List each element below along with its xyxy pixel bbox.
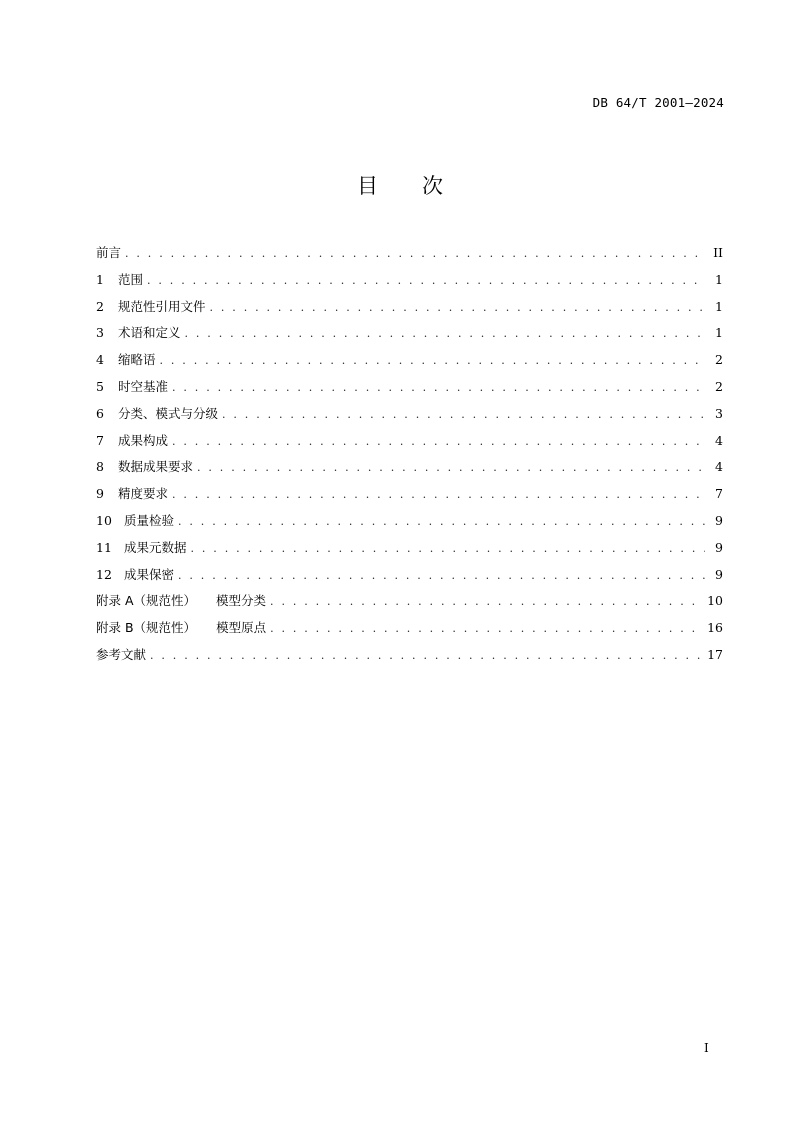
toc-entry-text: 数据成果要求 <box>118 459 194 475</box>
toc-entry-label <box>96 374 168 401</box>
toc-entry-text: 成果构成 <box>118 432 169 448</box>
toc-entry[interactable] <box>96 294 723 321</box>
toc-entry[interactable] <box>96 347 723 374</box>
toc-title-char-1: 目 <box>357 174 378 198</box>
toc-entry-text: 时空基准 <box>118 378 169 394</box>
toc-entry-page: 9 <box>715 566 723 582</box>
standard-code: DB 64/T 2001—2024 <box>592 95 724 110</box>
toc-entry-page: 17 <box>707 646 723 662</box>
toc-entry-label <box>96 320 181 347</box>
toc-entry-page: 7 <box>715 486 723 502</box>
toc-entry-number: 7 <box>96 432 104 448</box>
toc-entry[interactable] <box>96 642 723 669</box>
toc-entry-text: 质量检验 <box>124 512 175 528</box>
toc-entry[interactable] <box>96 481 723 508</box>
toc-entry-page: 3 <box>715 405 723 421</box>
toc-entry-number: 6 <box>96 405 104 421</box>
toc-entry-label <box>96 588 266 615</box>
toc-entry-page: 9 <box>715 539 723 555</box>
toc-leader-dots <box>191 536 705 563</box>
toc-entry-number: 4 <box>96 352 104 368</box>
toc-entry-number: 3 <box>96 325 104 341</box>
toc-entry-page: 1 <box>715 298 723 314</box>
toc-entry-number: 9 <box>96 486 104 502</box>
toc-entry-page: 1 <box>715 271 723 287</box>
toc-entry-text: 分类、模式与分级 <box>118 405 219 421</box>
toc-entry[interactable] <box>96 240 723 267</box>
toc-entry-label <box>96 454 193 481</box>
toc-entry[interactable] <box>96 588 723 615</box>
toc-entry[interactable] <box>96 615 723 642</box>
toc-entry-text: 精度要求 <box>118 486 169 502</box>
toc-entry[interactable] <box>96 267 723 294</box>
toc-entry-label <box>96 562 174 589</box>
toc-leader-dots <box>270 616 703 643</box>
toc-leader-dots <box>185 321 705 348</box>
toc-entry-number: 12 <box>96 566 112 582</box>
toc-entry-label <box>96 642 146 669</box>
toc-entry-label <box>96 347 156 374</box>
toc-entry-number: 11 <box>96 539 112 555</box>
toc-entry[interactable] <box>96 374 723 401</box>
toc-entry-number: 1 <box>96 271 104 287</box>
toc-entry[interactable] <box>96 454 723 481</box>
toc-entry-page: 1 <box>715 325 723 341</box>
toc-entry-page: 4 <box>715 432 723 448</box>
toc-entry-text: 模型原点 <box>216 620 267 636</box>
toc-entry[interactable] <box>96 508 723 535</box>
toc-entry[interactable] <box>96 401 723 428</box>
toc-entry-label <box>96 267 143 294</box>
toc-entry-number: 10 <box>96 512 112 528</box>
toc-leader-dots <box>172 429 705 456</box>
toc-entry-label <box>96 481 168 508</box>
toc-entry-text: 前言 <box>96 245 122 260</box>
toc-entry-text: 参考文献 <box>96 646 147 662</box>
toc-entry-label <box>96 428 168 455</box>
toc-leader-dots <box>197 455 705 482</box>
page-number: I <box>704 1041 709 1055</box>
toc-entry-page: 9 <box>715 512 723 528</box>
toc-leader-dots <box>178 563 705 590</box>
toc-leader-dots <box>270 589 703 616</box>
toc-leader-dots <box>178 509 705 536</box>
toc-entry[interactable] <box>96 428 723 455</box>
toc-entry-page: 10 <box>707 593 723 609</box>
toc-entry[interactable] <box>96 320 723 347</box>
toc-entry-text: 术语和定义 <box>118 325 181 341</box>
toc-appendix-prefix: 附录 B（规范性） <box>96 620 197 636</box>
toc-entry-page: 16 <box>707 620 723 636</box>
toc-leader-dots <box>172 375 705 402</box>
toc-entry-text: 成果保密 <box>124 566 175 582</box>
toc-entry-page: 4 <box>715 459 723 475</box>
toc-entry-number: 5 <box>96 378 104 394</box>
toc-entry-label <box>96 401 218 428</box>
toc-entry-text: 缩略语 <box>118 352 156 368</box>
toc-entry-label <box>96 508 174 535</box>
toc-leader-dots <box>222 402 705 429</box>
toc-entry-label <box>96 240 121 267</box>
toc-entry-label <box>96 294 206 321</box>
table-of-contents <box>96 240 723 669</box>
toc-leader-dots <box>150 643 703 670</box>
toc-entry-page: II <box>713 245 723 260</box>
toc-appendix-prefix: 附录 A（规范性） <box>96 593 197 609</box>
toc-leader-dots <box>160 348 705 375</box>
toc-leader-dots <box>172 482 705 509</box>
toc-leader-dots <box>147 268 705 295</box>
toc-entry-label <box>96 535 187 562</box>
toc-entry-text: 成果元数据 <box>124 539 187 555</box>
toc-entry-text: 规范性引用文件 <box>118 298 206 314</box>
toc-entry-page: 2 <box>715 352 723 368</box>
toc-entry-number: 8 <box>96 459 104 475</box>
toc-entry-label <box>96 615 266 642</box>
toc-entry-text: 范围 <box>118 271 144 287</box>
toc-entry[interactable] <box>96 562 723 589</box>
toc-entry-number: 2 <box>96 298 104 314</box>
toc-leader-dots <box>210 295 705 322</box>
toc-entry-text: 模型分类 <box>216 593 267 609</box>
toc-entry[interactable] <box>96 535 723 562</box>
toc-title-char-2: 次 <box>422 174 443 198</box>
toc-title <box>0 170 800 200</box>
toc-entry-page: 2 <box>715 378 723 394</box>
toc-leader-dots <box>125 241 705 268</box>
